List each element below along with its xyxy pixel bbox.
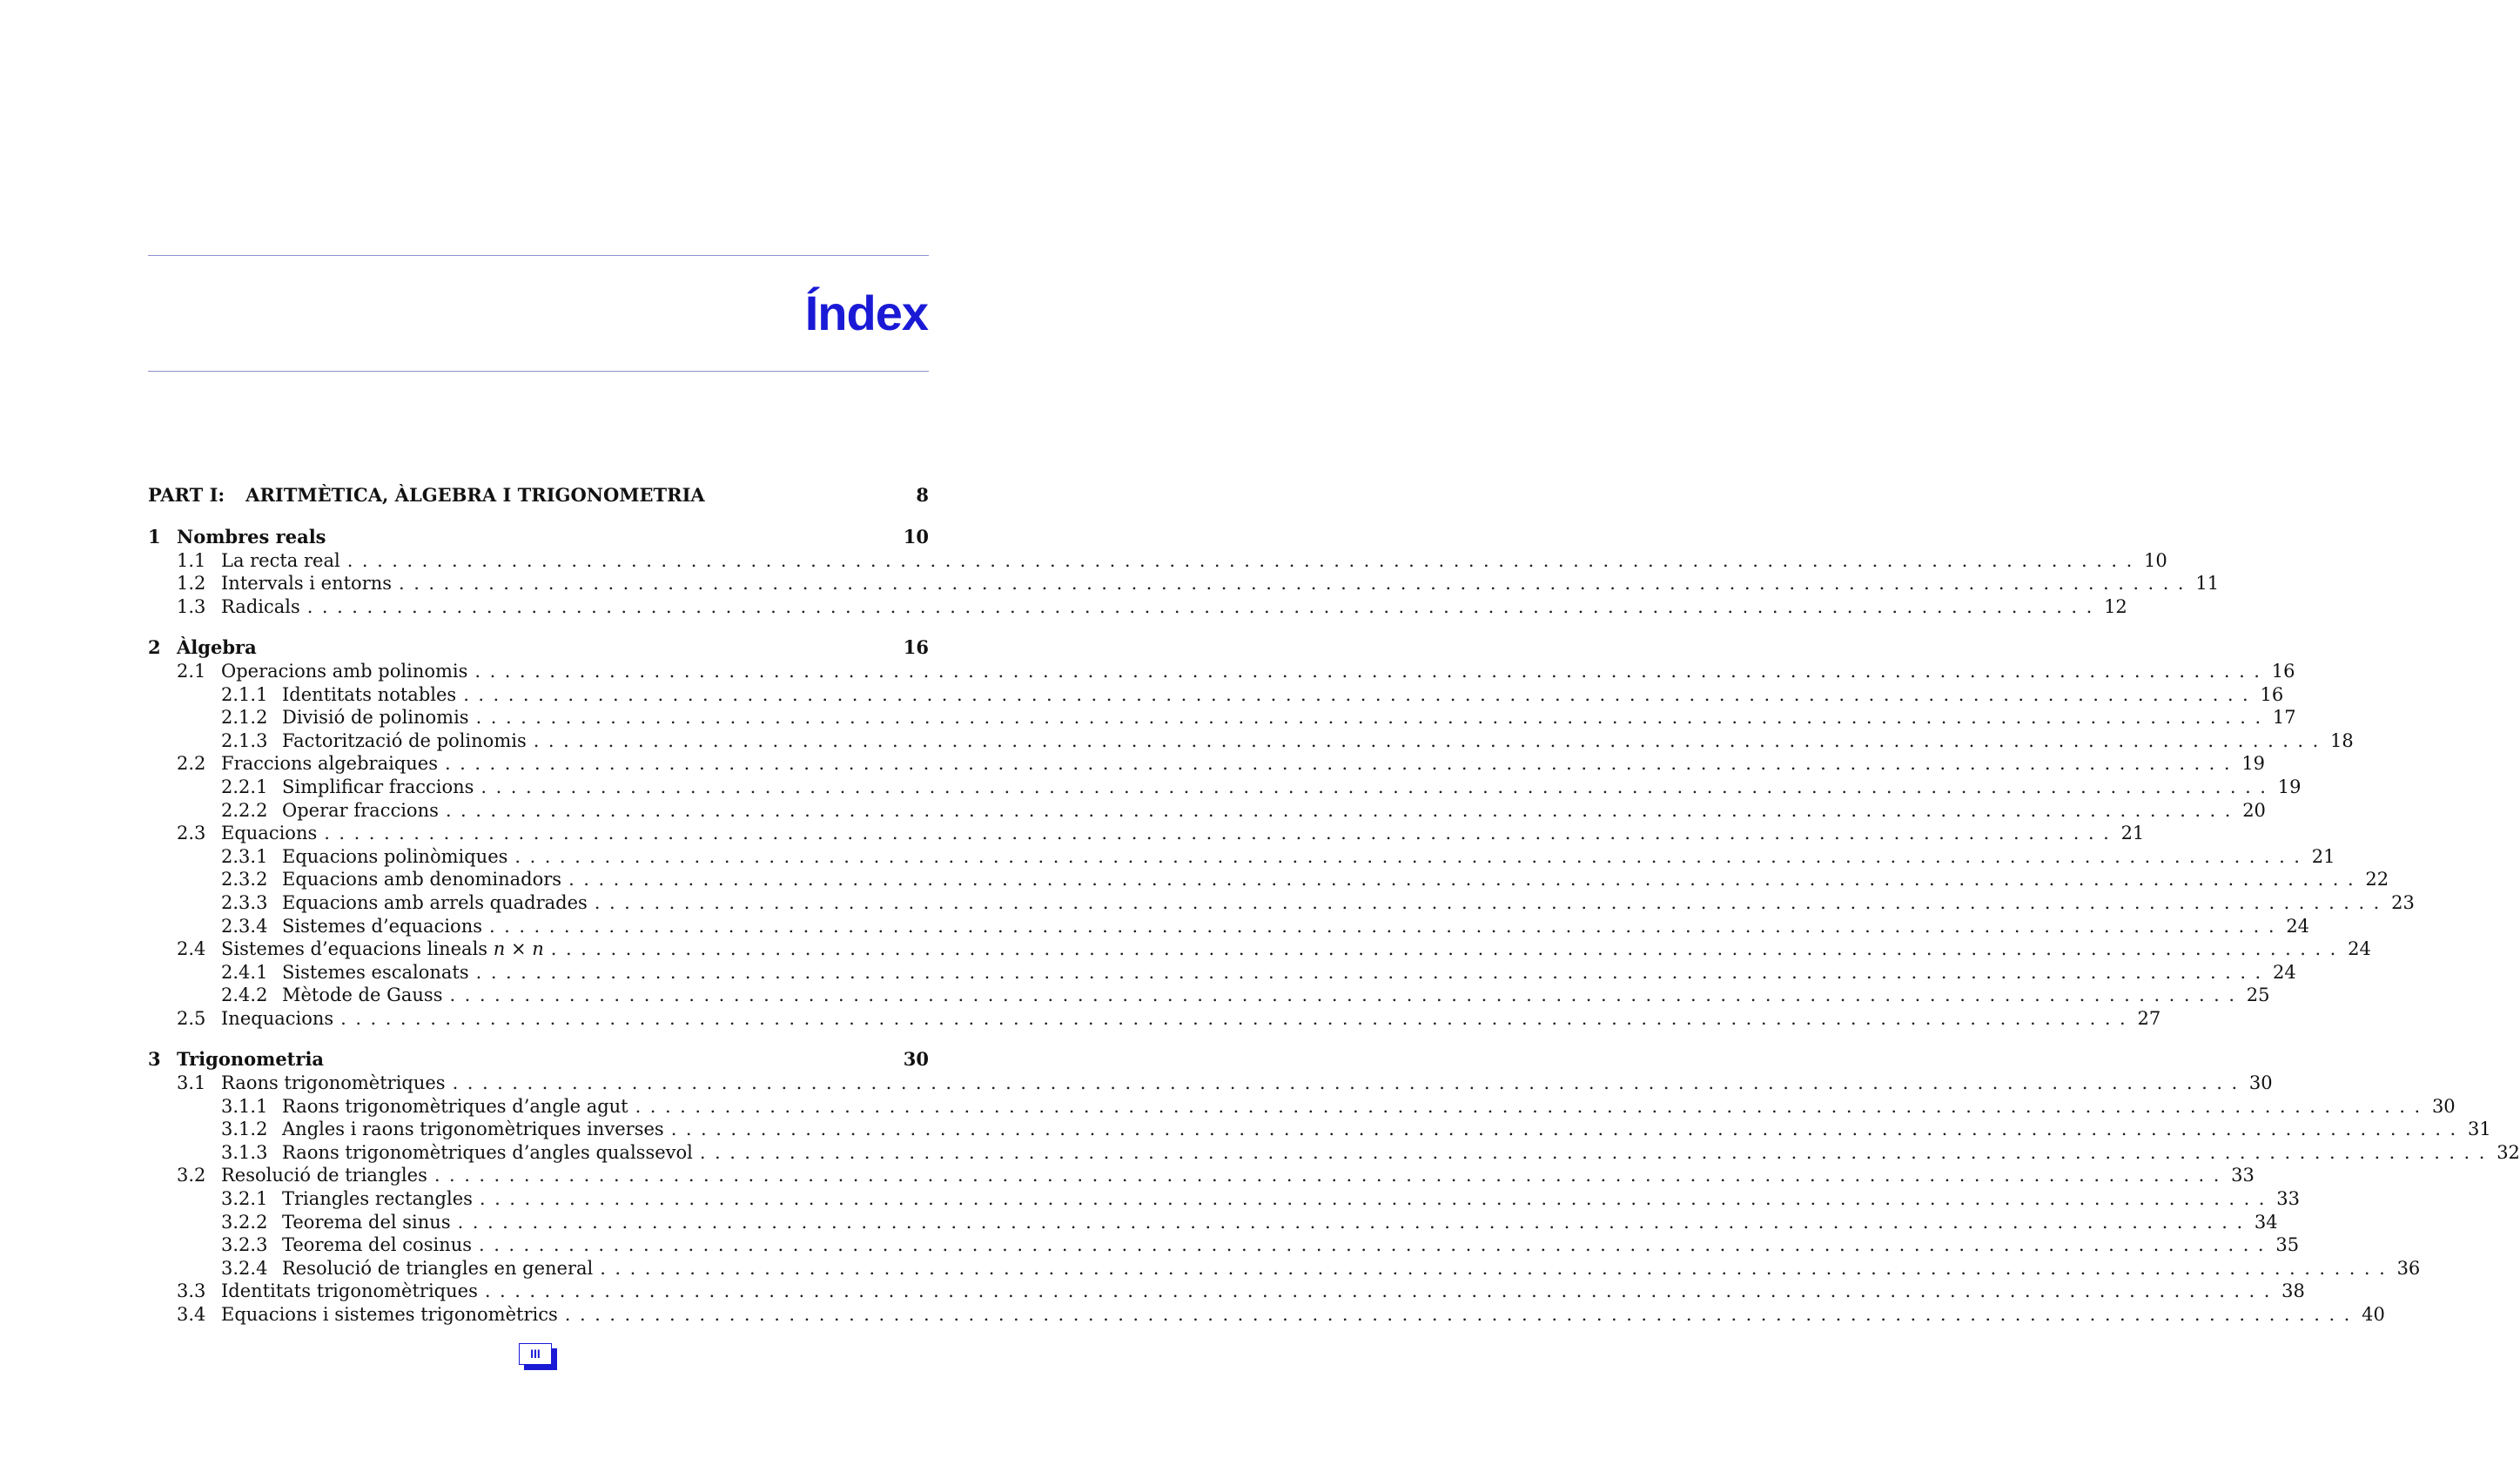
entry-title: Intervals i entorns: [221, 573, 393, 595]
entry-title-group: [282, 845, 514, 869]
entry-page: 16: [2271, 660, 2295, 682]
toc-chapter[interactable]: [148, 1048, 929, 1072]
dot-leader: ........................................................................................................................: [484, 1280, 2279, 1302]
dot-leader: ........................................................................................................................: [445, 753, 2240, 775]
toc-chapter[interactable]: [148, 526, 929, 549]
entry-title-group: [282, 1257, 600, 1280]
toc-section[interactable]: [148, 822, 2145, 845]
dot-leader: ........................................................................................................................: [564, 1304, 2359, 1325]
dot-leader: ........................................................................................................................: [463, 683, 2258, 705]
chapter-page: 16: [903, 636, 929, 659]
entry-page: 31: [2468, 1119, 2491, 1140]
toc-section[interactable]: [148, 595, 2127, 619]
entry-number: 3.4: [177, 1304, 206, 1325]
dot-leader: ........................................................................................................................: [635, 1095, 2429, 1117]
dot-leader: ........................................................................................................................: [340, 1007, 2135, 1029]
entry-title-group: [221, 1280, 485, 1303]
toc-subsection[interactable]: [148, 799, 2266, 823]
chapter-page: 10: [903, 526, 929, 548]
entry-number: 2.3: [177, 823, 206, 844]
entry-title-group: [282, 729, 534, 753]
toc-section[interactable]: [148, 572, 2220, 595]
toc-subsection[interactable]: [148, 891, 2415, 915]
entry-number: 3.3: [177, 1280, 206, 1302]
entry-page: 20: [2242, 799, 2266, 821]
table-of-contents: [148, 484, 2520, 1327]
entry-title: Factorització de polinomis: [282, 729, 527, 751]
entry-number: 3.2.4: [221, 1257, 268, 1279]
toc-section[interactable]: [148, 660, 2295, 683]
entry-number: 2.5: [177, 1007, 206, 1029]
chapter-number: 3: [148, 1048, 161, 1071]
entry-title: Raons trigonomètriques d’angle agut: [282, 1095, 628, 1117]
entry-title: Teorema del cosinus: [282, 1234, 473, 1256]
entry-title-group: [282, 984, 449, 1007]
entry-title: Equacions amb arrels quadrades: [282, 891, 588, 913]
chapter-title: Àlgebra: [177, 636, 257, 659]
dot-leader: ........................................................................................................................: [514, 845, 2309, 867]
dot-leader: ........................................................................................................................: [399, 573, 2194, 595]
entry-page: 38: [2281, 1280, 2305, 1302]
part-title: ARITMÈTICA, ÀLGEBRA I TRIGONOMETRIA: [245, 484, 705, 506]
entry-title: Sistemes escalonats: [282, 961, 469, 983]
entry-number: 3.1: [177, 1072, 206, 1094]
entry-title-group: [282, 1187, 480, 1211]
entry-number: 2.2: [177, 753, 206, 775]
entry-number: 3.1.3: [221, 1141, 268, 1163]
entry-title: Identitats trigonomètriques: [221, 1280, 478, 1302]
dot-leader: ........................................................................................................................: [699, 1141, 2494, 1163]
part-label: PART I:: [148, 484, 225, 506]
entry-page: 32: [2496, 1141, 2520, 1163]
entry-page: 35: [2275, 1234, 2300, 1256]
entry-title: Divisió de polinomis: [282, 707, 469, 729]
entry-title-group: [282, 1233, 479, 1257]
dot-leader: ........................................................................................................................: [324, 823, 2119, 844]
entry-page: 24: [2348, 938, 2371, 960]
entry-title: Equacions polinòmiques: [282, 845, 508, 867]
entry-title: Operar fraccions: [282, 799, 439, 821]
chapter-page: 30: [903, 1048, 929, 1071]
dot-leader: ........................................................................................................................: [474, 660, 2269, 682]
entry-title: La recta real: [221, 549, 340, 571]
entry-title: Equacions: [221, 823, 318, 844]
toc-subsection[interactable]: [148, 915, 2310, 938]
entry-title: Triangles rectangles: [282, 1188, 473, 1210]
entry-title-group: [282, 961, 476, 985]
entry-number: 1.3: [177, 595, 206, 617]
toc-subsection[interactable]: [148, 961, 2296, 985]
dot-leader: ........................................................................................................................: [479, 1234, 2274, 1256]
entry-number: 3.1.1: [221, 1095, 268, 1117]
entry-page: 24: [2272, 961, 2296, 983]
entry-title: Simplificar fraccions: [282, 776, 474, 797]
entry-number: 2.3.2: [221, 869, 268, 890]
entry-page: 23: [2391, 891, 2415, 913]
entry-title: Radicals: [221, 595, 300, 617]
entry-title-group: [221, 595, 307, 619]
chapter-title: Nombres reals: [177, 526, 326, 548]
entry-number: 2.1: [177, 660, 206, 682]
entry-page: 33: [2231, 1165, 2255, 1186]
dot-leader: ........................................................................................................................: [568, 869, 2363, 890]
entry-number: 2.3.1: [221, 845, 268, 867]
entry-page: 12: [2104, 595, 2127, 617]
toc-section[interactable]: [148, 1164, 2255, 1187]
toc-section[interactable]: [148, 1303, 2385, 1327]
entry-title: Equacions i sistemes trigonomètrics: [221, 1304, 558, 1325]
entry-title-group: [282, 1211, 458, 1234]
entry-number: 2.3.3: [221, 891, 268, 913]
entry-number: 2.1.2: [221, 707, 268, 729]
entry-title-group: [221, 549, 347, 573]
toc-subsection[interactable]: [148, 1141, 2520, 1165]
entry-page: 21: [2311, 845, 2335, 867]
entry-title: Raons trigonomètriques: [221, 1072, 446, 1094]
entry-math: n × n: [493, 938, 544, 960]
entry-page: 18: [2330, 729, 2354, 751]
toc-section[interactable]: [148, 752, 2266, 776]
entry-number: 2.3.4: [221, 915, 268, 937]
dot-leader: ........................................................................................................................: [600, 1257, 2395, 1279]
entry-title: Equacions amb denominadors: [282, 869, 562, 890]
entry-title: Raons trigonomètriques d’angles qualssevol: [282, 1141, 693, 1163]
dot-leader: ........................................................................................................................: [475, 961, 2270, 983]
entry-page: 36: [2396, 1257, 2421, 1279]
toc-subsection[interactable]: [148, 729, 2354, 753]
dot-leader: ........................................................................................................................: [449, 985, 2244, 1006]
entry-title-group: [282, 915, 489, 938]
toc-subsection[interactable]: [148, 706, 2296, 729]
entry-page: 25: [2246, 985, 2270, 1006]
entry-number: 2.4.1: [221, 961, 268, 983]
toc-section[interactable]: [148, 937, 2371, 961]
toc-subsection[interactable]: [148, 1233, 2300, 1257]
entry-title-group: [221, 660, 474, 683]
entry-title-group: [221, 752, 445, 776]
entry-page: 30: [2431, 1095, 2456, 1117]
toc-subsection[interactable]: [148, 984, 2270, 1007]
entry-number: 3.2: [177, 1165, 206, 1186]
entry-title: Operacions amb polinomis: [221, 660, 468, 682]
entry-page: 17: [2272, 707, 2296, 729]
entry-title-group: [282, 1118, 671, 1141]
entry-title-group: [282, 1141, 700, 1165]
entry-page: 34: [2254, 1211, 2278, 1233]
toc-subsection[interactable]: [148, 1118, 2491, 1141]
entry-title-group: [282, 776, 480, 799]
page-number: III: [519, 1343, 552, 1365]
entry-title-group: [221, 1072, 453, 1095]
entry-number: 3.1.2: [221, 1119, 268, 1140]
entry-page: 27: [2137, 1007, 2161, 1029]
dot-leader: ........................................................................................................................: [594, 891, 2389, 913]
entry-number: 2.4: [177, 938, 206, 960]
entry-page: 30: [2248, 1072, 2273, 1094]
page-number-badge: [519, 1343, 554, 1366]
entry-title: Teorema del sinus: [282, 1211, 451, 1233]
entry-number: 3.2.2: [221, 1211, 268, 1233]
toc-subsection[interactable]: [148, 1257, 2421, 1280]
entry-title-group: [282, 1095, 635, 1119]
dot-leader: ........................................................................................................................: [550, 938, 2345, 960]
entry-number: 3.2.1: [221, 1188, 268, 1210]
part-page: 8: [916, 484, 929, 506]
entry-page: 16: [2260, 683, 2284, 705]
chapter-title: Trigonometria: [177, 1048, 325, 1071]
top-rule: [148, 255, 929, 256]
entry-title-group: [221, 1303, 565, 1327]
dot-leader: ........................................................................................................................: [457, 1211, 2252, 1233]
entry-number: 2.1.1: [221, 683, 268, 705]
entry-number: 2.2.2: [221, 799, 268, 821]
toc-subsection[interactable]: [148, 868, 2389, 891]
entry-number: 2.4.2: [221, 985, 268, 1006]
entry-title-group: [221, 822, 324, 845]
entry-title-group: [282, 868, 568, 891]
entry-page: 10: [2144, 549, 2167, 571]
entry-title: Fraccions algebraiques: [221, 753, 438, 775]
entry-number: 2.1.3: [221, 729, 268, 751]
entry-title-group: [221, 1164, 434, 1187]
entry-title-group: [221, 1007, 340, 1031]
entry-title: Inequacions: [221, 1007, 334, 1029]
dot-leader: ........................................................................................................................: [533, 729, 2328, 751]
dot-leader: ........................................................................................................................: [452, 1072, 2247, 1094]
entry-title: Identitats notables: [282, 683, 457, 705]
entry-page: 33: [2276, 1188, 2300, 1210]
entry-title-group: [282, 799, 446, 823]
dot-leader: ........................................................................................................................: [433, 1165, 2228, 1186]
chapter-list: [148, 526, 2520, 1327]
toc-section[interactable]: [148, 549, 2167, 573]
entry-title-group: [282, 683, 463, 707]
toc-subsection[interactable]: [148, 1095, 2456, 1119]
toc-subsection[interactable]: [148, 1187, 2300, 1211]
entry-title: Angles i raons trigonomètriques inverses: [282, 1119, 664, 1140]
chapter-number: 2: [148, 636, 161, 659]
bottom-rule: [148, 371, 929, 372]
entry-title: Resolució de triangles en general: [282, 1257, 594, 1279]
entry-title: Sistemes d’equacions lineals: [221, 938, 488, 960]
entry-page: 22: [2365, 869, 2389, 890]
entry-page: 19: [2277, 776, 2302, 797]
dot-leader: ........................................................................................................................: [475, 707, 2270, 729]
entry-number: 1.1: [177, 549, 206, 571]
entry-title-group: [282, 706, 476, 729]
entry-page: 19: [2241, 753, 2266, 775]
dot-leader: ........................................................................................................................: [489, 915, 2284, 937]
toc-subsection[interactable]: [148, 845, 2335, 869]
entry-title-group: [221, 937, 551, 961]
toc-section[interactable]: [148, 1072, 2273, 1095]
toc-subsection[interactable]: [148, 683, 2284, 707]
entry-page: 24: [2286, 915, 2310, 937]
entry-title-group: [221, 572, 399, 595]
dot-leader: ........................................................................................................................: [306, 595, 2101, 617]
entry-page: 11: [2195, 573, 2220, 595]
dot-leader: ........................................................................................................................: [479, 1188, 2274, 1210]
toc-subsection[interactable]: [148, 776, 2302, 799]
dot-leader: ........................................................................................................................: [480, 776, 2275, 797]
entry-title: Mètode de Gauss: [282, 985, 443, 1006]
toc-chapter[interactable]: [148, 636, 929, 660]
chapter-number: 1: [148, 526, 161, 548]
toc-section[interactable]: [148, 1280, 2305, 1303]
toc-subsection[interactable]: [148, 1211, 2278, 1234]
entry-title: Resolució de triangles: [221, 1165, 427, 1186]
page-title: Índex: [804, 286, 928, 340]
entry-page: 40: [2362, 1304, 2385, 1325]
dot-leader: ........................................................................................................................: [346, 549, 2141, 571]
entry-number: 3.2.3: [221, 1234, 268, 1256]
entry-number: 1.2: [177, 573, 206, 595]
toc-part-heading[interactable]: [148, 484, 929, 515]
dot-leader: ........................................................................................................................: [445, 799, 2240, 821]
dot-leader: ........................................................................................................................: [670, 1119, 2465, 1140]
entry-page: 21: [2120, 823, 2145, 844]
entry-title-group: [282, 891, 595, 915]
entry-title: Sistemes d’equacions: [282, 915, 482, 937]
entry-number: 2.2.1: [221, 776, 268, 797]
toc-section[interactable]: [148, 1007, 2161, 1031]
